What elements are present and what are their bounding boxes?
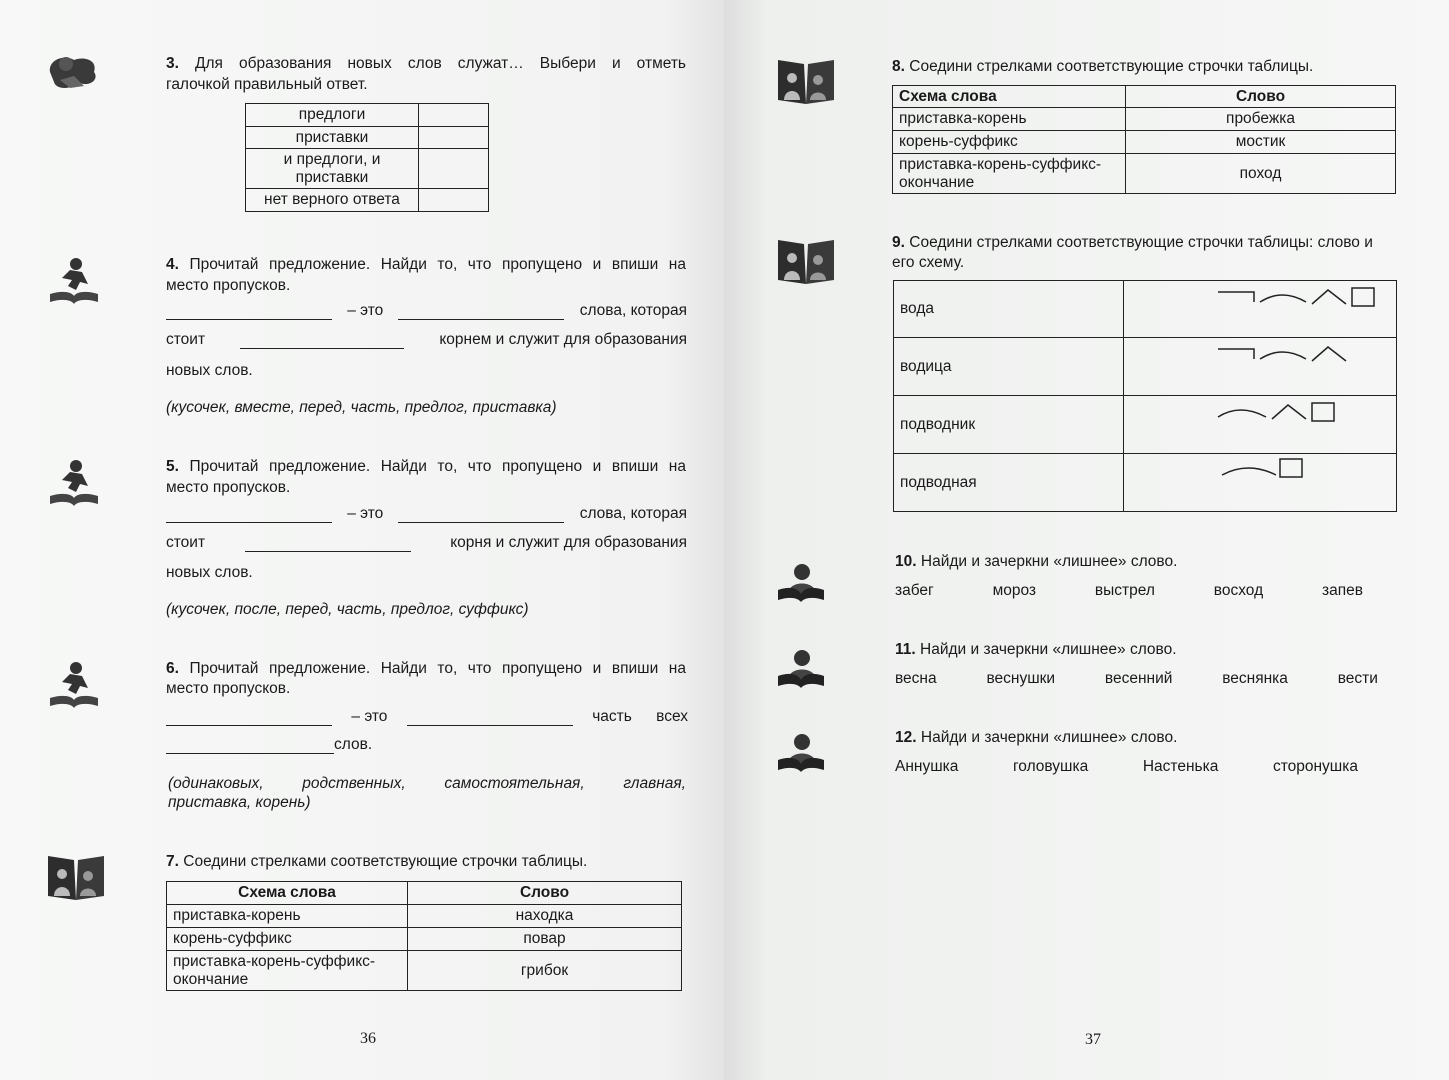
checkbox-cell[interactable] (419, 104, 489, 127)
word-cell[interactable]: находка (408, 905, 682, 928)
scheme-cell[interactable]: приставка-корень (167, 905, 408, 928)
ex4-line1: 4. Прочитай предложение. Найди то, что пропущено и впиши на (166, 256, 686, 273)
ex6-hint-line1: (одинаковых, родственных, самостоятельная, главная, (168, 775, 686, 792)
word[interactable]: вести (1337, 670, 1378, 687)
child-reading-icon (776, 730, 826, 774)
answer-blank[interactable] (398, 305, 564, 320)
ex6-row1: – это часть всех (166, 708, 688, 726)
ex3-line1: 3. Для образования новых слов служат… Выбери и отметь (166, 55, 686, 72)
ex9-line1: 9. Соедини стрелками соответствующие строчки таблицы: слово и (892, 234, 1373, 251)
children-reading-book-icon (46, 852, 106, 902)
word-cell[interactable]: пробежка (1126, 108, 1396, 131)
answer-blank[interactable] (407, 711, 573, 726)
scheme-cell[interactable]: приставка-корень (893, 108, 1126, 131)
ex7-table (166, 881, 682, 991)
ex5-hint: (кусочек, после, перед, часть, предлог, суффикс) (166, 601, 529, 618)
ex5-row1: – это слова, которая (166, 505, 687, 523)
word[interactable]: запев (1322, 582, 1363, 599)
column-header: Слово (408, 882, 682, 905)
ex5-line2: место пропусков. (166, 479, 291, 496)
ex12-word-list (895, 758, 1358, 776)
word-cell[interactable]: грибок (408, 951, 682, 991)
answer-blank[interactable] (240, 334, 404, 349)
ex6-row2: слов. (166, 736, 372, 754)
word-cell[interactable]: вода (894, 281, 1124, 338)
word-cell[interactable]: водица (894, 338, 1124, 396)
running-child-book-icon (46, 256, 102, 306)
ex4-row1: – это слова, которая (166, 302, 687, 320)
ex4-line2: место пропусков. (166, 277, 291, 294)
ex4-row3: новых слов. (166, 362, 253, 379)
page-number: 36 (360, 1030, 376, 1047)
option-cell: предлоги (246, 104, 419, 127)
scheme-cell[interactable]: приставка-корень-суффикс- окончание (893, 154, 1126, 194)
ex5-line1: 5. Прочитай предложение. Найди то, что пропущено и впиши на (166, 458, 686, 475)
scheme-cell[interactable] (1124, 281, 1397, 338)
column-header: Слово (1126, 86, 1396, 108)
word-cell[interactable]: повар (408, 928, 682, 951)
ex3-line2: галочкой правильный ответ. (166, 76, 368, 93)
ex3-options-table (245, 103, 489, 212)
ex8-instruction: 8. Соедини стрелками соответствующие строчки таблицы. (892, 58, 1314, 75)
ex6-line2: место пропусков. (166, 680, 291, 697)
scheme-cell[interactable]: приставка-корень-суффикс- окончание (167, 951, 408, 991)
word[interactable]: Настенька (1142, 758, 1219, 775)
ex5-row2: стоит корня и служит для образования (166, 534, 687, 551)
child-reading-icon (776, 560, 826, 604)
word-cell[interactable]: мостик (1126, 131, 1396, 154)
children-reading-book-icon (776, 236, 836, 286)
right-page (724, 0, 1449, 1080)
word[interactable]: веснянка (1222, 670, 1288, 687)
word[interactable]: головушка (1012, 758, 1089, 775)
children-reading-book-icon (776, 56, 836, 106)
answer-blank[interactable] (166, 508, 332, 523)
word[interactable]: сторонушка (1272, 758, 1358, 775)
ex10-word-list (895, 582, 1363, 600)
ex6-hint-line2: приставка, корень) (168, 794, 311, 811)
running-child-book-icon (46, 458, 102, 508)
option-cell: и предлоги, и приставки (246, 149, 419, 189)
ex9-line2: его схему. (892, 254, 965, 271)
ex6-line1: 6. Прочитай предложение. Найди то, что пропущено и впиши на (166, 660, 686, 677)
morpheme-scheme-prefix-root-suffix-ending (1130, 282, 1390, 332)
scheme-cell[interactable] (1124, 396, 1397, 454)
ex11-word-list (895, 670, 1378, 688)
ex10-instruction: 10. Найди и зачеркни «лишнее» слово. (895, 553, 1178, 570)
column-header: Схема слова (893, 86, 1126, 108)
left-page (0, 0, 724, 1080)
morpheme-scheme-root-suffix-ending (1130, 397, 1390, 447)
word[interactable]: весенний (1104, 670, 1173, 687)
running-child-book-icon (46, 660, 102, 710)
answer-blank[interactable] (398, 508, 564, 523)
ex4-hint: (кусочек, вместе, перед, часть, предлог, приставка) (166, 399, 557, 416)
word[interactable]: мороз (992, 582, 1037, 599)
word-cell[interactable]: подводная (894, 454, 1124, 512)
child-reading-icon (776, 646, 826, 690)
checkbox-cell[interactable] (419, 189, 489, 212)
answer-blank[interactable] (166, 739, 334, 754)
word[interactable]: веснушки (986, 670, 1056, 687)
word[interactable]: выстрел (1094, 582, 1155, 599)
word-cell[interactable]: поход (1126, 154, 1396, 194)
word[interactable]: весна (895, 670, 937, 687)
column-header: Схема слова (167, 882, 408, 905)
checkbox-cell[interactable] (419, 127, 489, 149)
ex4-row2: стоит корнем и служит для образования (166, 331, 687, 348)
answer-blank[interactable] (166, 305, 332, 320)
morpheme-scheme-prefix-root-suffix (1130, 339, 1390, 389)
word[interactable]: забег (895, 582, 934, 599)
checkbox-cell[interactable] (419, 149, 489, 189)
ex5-row3: новых слов. (166, 564, 253, 581)
ex9-table (893, 280, 1397, 512)
thinking-child-icon (44, 50, 100, 94)
word[interactable]: восход (1213, 582, 1264, 599)
scheme-cell[interactable] (1124, 338, 1397, 396)
morpheme-scheme-root-ending (1130, 455, 1390, 505)
option-cell: приставки (246, 127, 419, 149)
ex12-instruction: 12. Найди и зачеркни «лишнее» слово. (895, 729, 1178, 746)
ex11-instruction: 11. Найди и зачеркни «лишнее» слово. (895, 641, 1177, 658)
page-number: 37 (1085, 1031, 1101, 1048)
ex7-instruction: 7. Соедини стрелками соответствующие строчки таблицы. (166, 853, 588, 870)
option-cell: нет верного ответа (246, 189, 419, 212)
ex8-table (892, 85, 1396, 194)
word-cell[interactable]: подводник (894, 396, 1124, 454)
scheme-cell[interactable]: корень-суффикс (167, 928, 408, 951)
answer-blank[interactable] (245, 537, 411, 552)
word[interactable]: Аннушка (895, 758, 959, 775)
scheme-cell[interactable] (1124, 454, 1397, 512)
answer-blank[interactable] (166, 711, 332, 726)
scheme-cell[interactable]: корень-суффикс (893, 131, 1126, 154)
